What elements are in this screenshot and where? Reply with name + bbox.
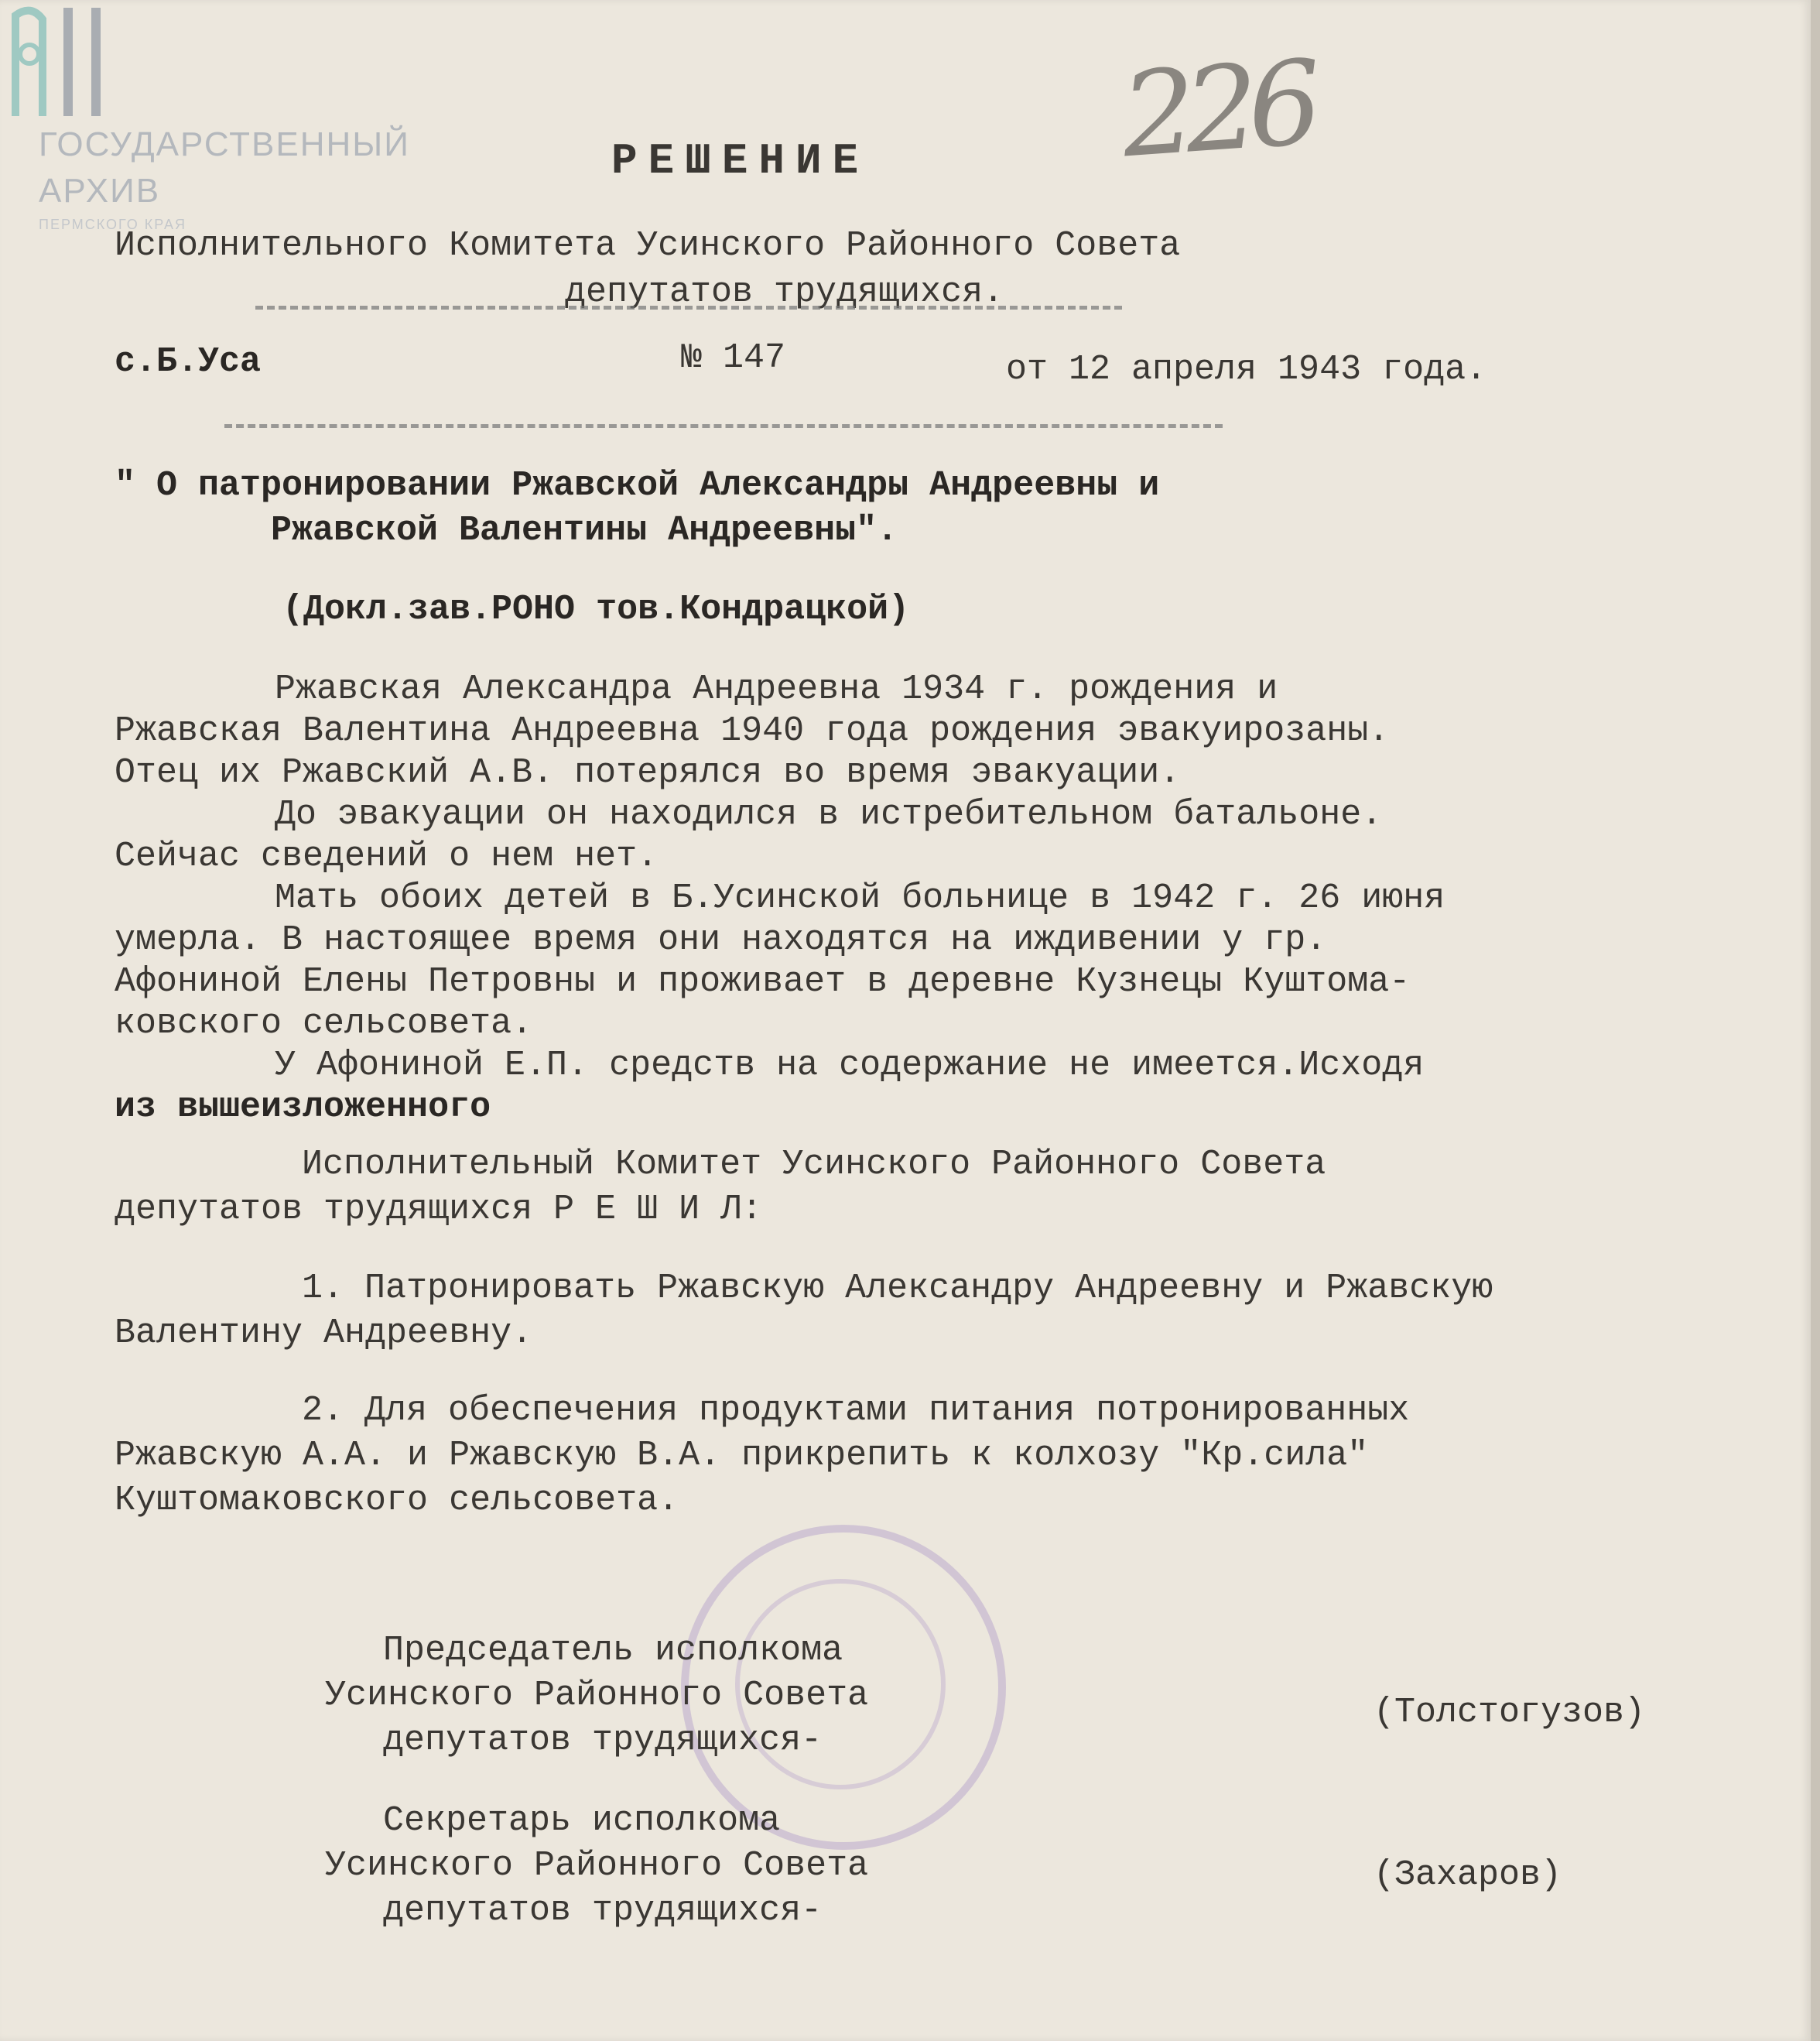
body-line-6: Мать обоих детей в Б.Усинской больнице в 1942 г. 26 июня — [275, 878, 1445, 918]
subject-line1: " О патронировании Ржавской Александры Андреевны и — [115, 466, 1160, 505]
sheet-number: 226 — [1117, 36, 1316, 184]
archive-name-line3: ПЕРМСКОГО КРАЯ — [39, 217, 187, 232]
secretary-title-line1: Секретарь исполкома — [383, 1801, 781, 1841]
chair-name: (Толстогузов) — [1374, 1693, 1646, 1732]
body-line-11: из вышеизложенного — [115, 1087, 491, 1127]
body-line-9: ковского сельсовета. — [115, 1004, 533, 1043]
document-title: РЕШЕНИЕ — [611, 136, 870, 186]
header-divider — [255, 306, 1122, 310]
body-line-1: Ржавская Александра Андреевна 1934 г. рождения и — [275, 669, 1278, 709]
point-2-line2: Ржавскую А.А. и Ржавскую В.А. прикрепить к колхозу "Кр.сила" — [115, 1436, 1369, 1475]
body-line-5: Сейчас сведений о нем нет. — [115, 837, 659, 876]
secretary-name: (Захаров) — [1374, 1855, 1562, 1895]
point-2-line1: 2. Для обеспечения продуктами питания потронированных — [302, 1391, 1410, 1430]
point-1-line1: 1. Патронировать Ржавскую Александру Андреевну и Ржавскую — [302, 1269, 1493, 1308]
chair-title-line2: Усинского Районного Совета — [325, 1676, 869, 1715]
secretary-title-line2: Усинского Районного Совета — [325, 1846, 869, 1885]
body-line-8: Афониной Елены Петровны и проживает в деревне Кузнецы Куштома- — [115, 962, 1411, 1002]
body-line-2: Ржавская Валентина Андреевна 1940 года рождения эвакуирозаны. — [115, 711, 1390, 751]
date-divider — [224, 424, 1223, 428]
body-line-4: До эвакуации он находился в истребительном батальоне. — [275, 795, 1383, 834]
report-note: (Докл.зав.РОНО тов.Кондрацкой) — [282, 590, 910, 629]
decision-number: № 147 — [681, 338, 786, 378]
body-line-3: Отец их Ржавский А.В. потерялся во время эвакуации. — [115, 753, 1181, 793]
archive-logo-icon — [0, 0, 116, 124]
body-line-10: У Афониной Е.П. средств на содержание не имеется.Исходя — [275, 1046, 1425, 1085]
resolution-line1: Исполнительный Комитет Усинского Районного Совета — [302, 1145, 1326, 1184]
place: с.Б.Уса — [115, 342, 262, 382]
point-1-line2: Валентину Андреевну. — [115, 1313, 533, 1353]
chair-title-line3: депутатов трудящихся- — [383, 1721, 823, 1760]
resolution-line2: депутатов трудящихся Р Е Ш И Л: — [115, 1190, 763, 1229]
archive-logo — [0, 0, 433, 232]
subject-line2: Ржавской Валентины Андреевны". — [271, 511, 898, 550]
secretary-title-line3: депутатов трудящихся- — [383, 1891, 823, 1930]
archive-name-line2: АРХИВ — [39, 172, 161, 210]
archive-name-line1: ГОСУДАРСТВЕННЫЙ — [39, 125, 410, 163]
header-line2: депутатов трудящихся. — [565, 272, 1004, 312]
body-line-7: умерла. В настоящее время они находятся на иждивении у гр. — [115, 920, 1327, 960]
page-edge — [1811, 0, 1820, 2041]
header-line1: Исполнительного Комитета Усинского Районного Совета — [115, 226, 1181, 265]
decision-date: от 12 апреля 1943 года. — [1006, 350, 1487, 389]
point-2-line3: Куштомаковского сельсовета. — [115, 1481, 679, 1520]
chair-title-line1: Председатель исполкома — [383, 1631, 843, 1670]
